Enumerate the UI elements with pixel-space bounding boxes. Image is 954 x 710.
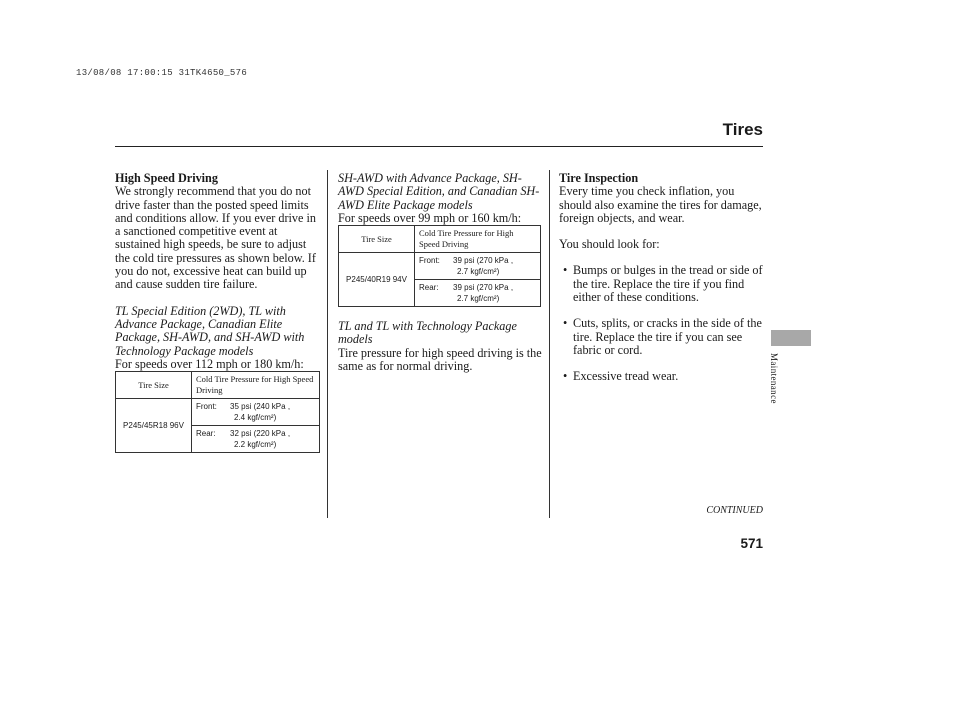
pressure-table-2: [338, 225, 541, 307]
front-value-psi: 39 psi (270 kPa ,: [453, 256, 514, 266]
front-value-kgf: 2.4 kgf/cm²): [234, 413, 277, 423]
front-label: Front:: [419, 256, 440, 266]
pressure-table-1: [115, 371, 320, 453]
rear-value-kgf: 2.7 kgf/cm²): [457, 294, 500, 304]
speed-condition-2: For speeds over 99 mph or 160 km/h:: [338, 210, 522, 225]
speed-condition-1: For speeds over 112 mph or 180 km/h:: [115, 356, 304, 371]
section-tab-marker: [771, 330, 811, 346]
rear-value-kgf: 2.2 kgf/cm²): [234, 440, 277, 450]
tire-size-cell: P245/45R18 96V: [116, 399, 192, 453]
bullet-text: Bumps or bulges in the tread or side of the tire. Replace the tire if you find either of these conditions.: [573, 263, 763, 305]
print-stamp: 13/08/08 17:00:15 31TK4650_576: [76, 68, 248, 78]
side-tab-label: Maintenance: [769, 353, 779, 404]
bullet-icon: •: [563, 263, 568, 278]
look-for-intro: You should look for:: [559, 237, 660, 252]
column-divider-2: [549, 170, 550, 518]
models-note-1: TL Special Edition (2WD), TL with Advance Package, Canadian Elite Package, SH-AWD, and SH-AWD with Technology Package models: [115, 303, 305, 358]
table-header-tire-size: Tire Size: [339, 226, 415, 253]
title-rule: [115, 146, 763, 147]
inspection-body: Every time you check inflation, you should also examine the tires for damage, foreign objects, and wear.: [559, 184, 762, 225]
bullet-icon: •: [563, 316, 568, 331]
tire-size-cell: P245/40R19 94V: [339, 253, 415, 307]
table-header-pressure: Cold Tire Pressure for High Speed Driving: [192, 372, 320, 399]
rear-value-psi: 39 psi (270 kPa ,: [453, 283, 514, 293]
column-divider-1: [327, 170, 328, 518]
rear-value-psi: 32 psi (220 kPa ,: [230, 429, 291, 439]
bullet-item: [559, 317, 765, 357]
table-header-pressure: Cold Tire Pressure for High Speed Driving: [415, 226, 541, 253]
column-3: [559, 172, 765, 384]
table-header-tire-size: Tire Size: [116, 372, 192, 399]
rear-pressure-cell: [415, 280, 541, 307]
high-speed-body: We strongly recommend that you do not drive faster than the posted speed limits and conditions allow. If you ever drive in a sanctioned competitive event at sustained high speeds, be sure to adjust the cold tire pressures as shown below. If you do not, excessive heat can build up and cause sudden tire failure.: [115, 184, 316, 292]
rear-label: Rear:: [196, 429, 216, 439]
front-label: Front:: [196, 402, 217, 412]
models-note-3: TL and TL with Technology Package models: [338, 319, 517, 347]
section-heading-high-speed: High Speed Driving: [115, 171, 218, 185]
bullet-item: [559, 264, 765, 304]
front-value-kgf: 2.7 kgf/cm²): [457, 267, 500, 277]
page-number: 571: [740, 536, 763, 551]
front-pressure-cell: [415, 253, 541, 280]
page-title: Tires: [722, 120, 763, 139]
column-1: [115, 172, 323, 453]
bullet-item: [559, 370, 765, 383]
front-value-psi: 35 psi (240 kPa ,: [230, 402, 291, 412]
section-heading-tire-inspection: Tire Inspection: [559, 171, 639, 185]
bullet-text: Excessive tread wear.: [573, 369, 679, 384]
column-2: [338, 172, 543, 373]
bullet-text: Cuts, splits, or cracks in the side of the tire. Replace the tire if you can see fabric or cord.: [573, 316, 762, 357]
rear-pressure-cell: [192, 426, 320, 453]
normal-driving-note: Tire pressure for high speed driving is the same as for normal driving.: [338, 345, 542, 374]
continued-label: CONTINUED: [706, 505, 763, 516]
front-pressure-cell: [192, 399, 320, 426]
models-note-2: SH-AWD with Advance Package, SH-AWD Special Edition, and Canadian SH-AWD Elite Package models: [338, 171, 540, 212]
bullet-icon: •: [563, 369, 568, 384]
rear-label: Rear:: [419, 283, 439, 293]
